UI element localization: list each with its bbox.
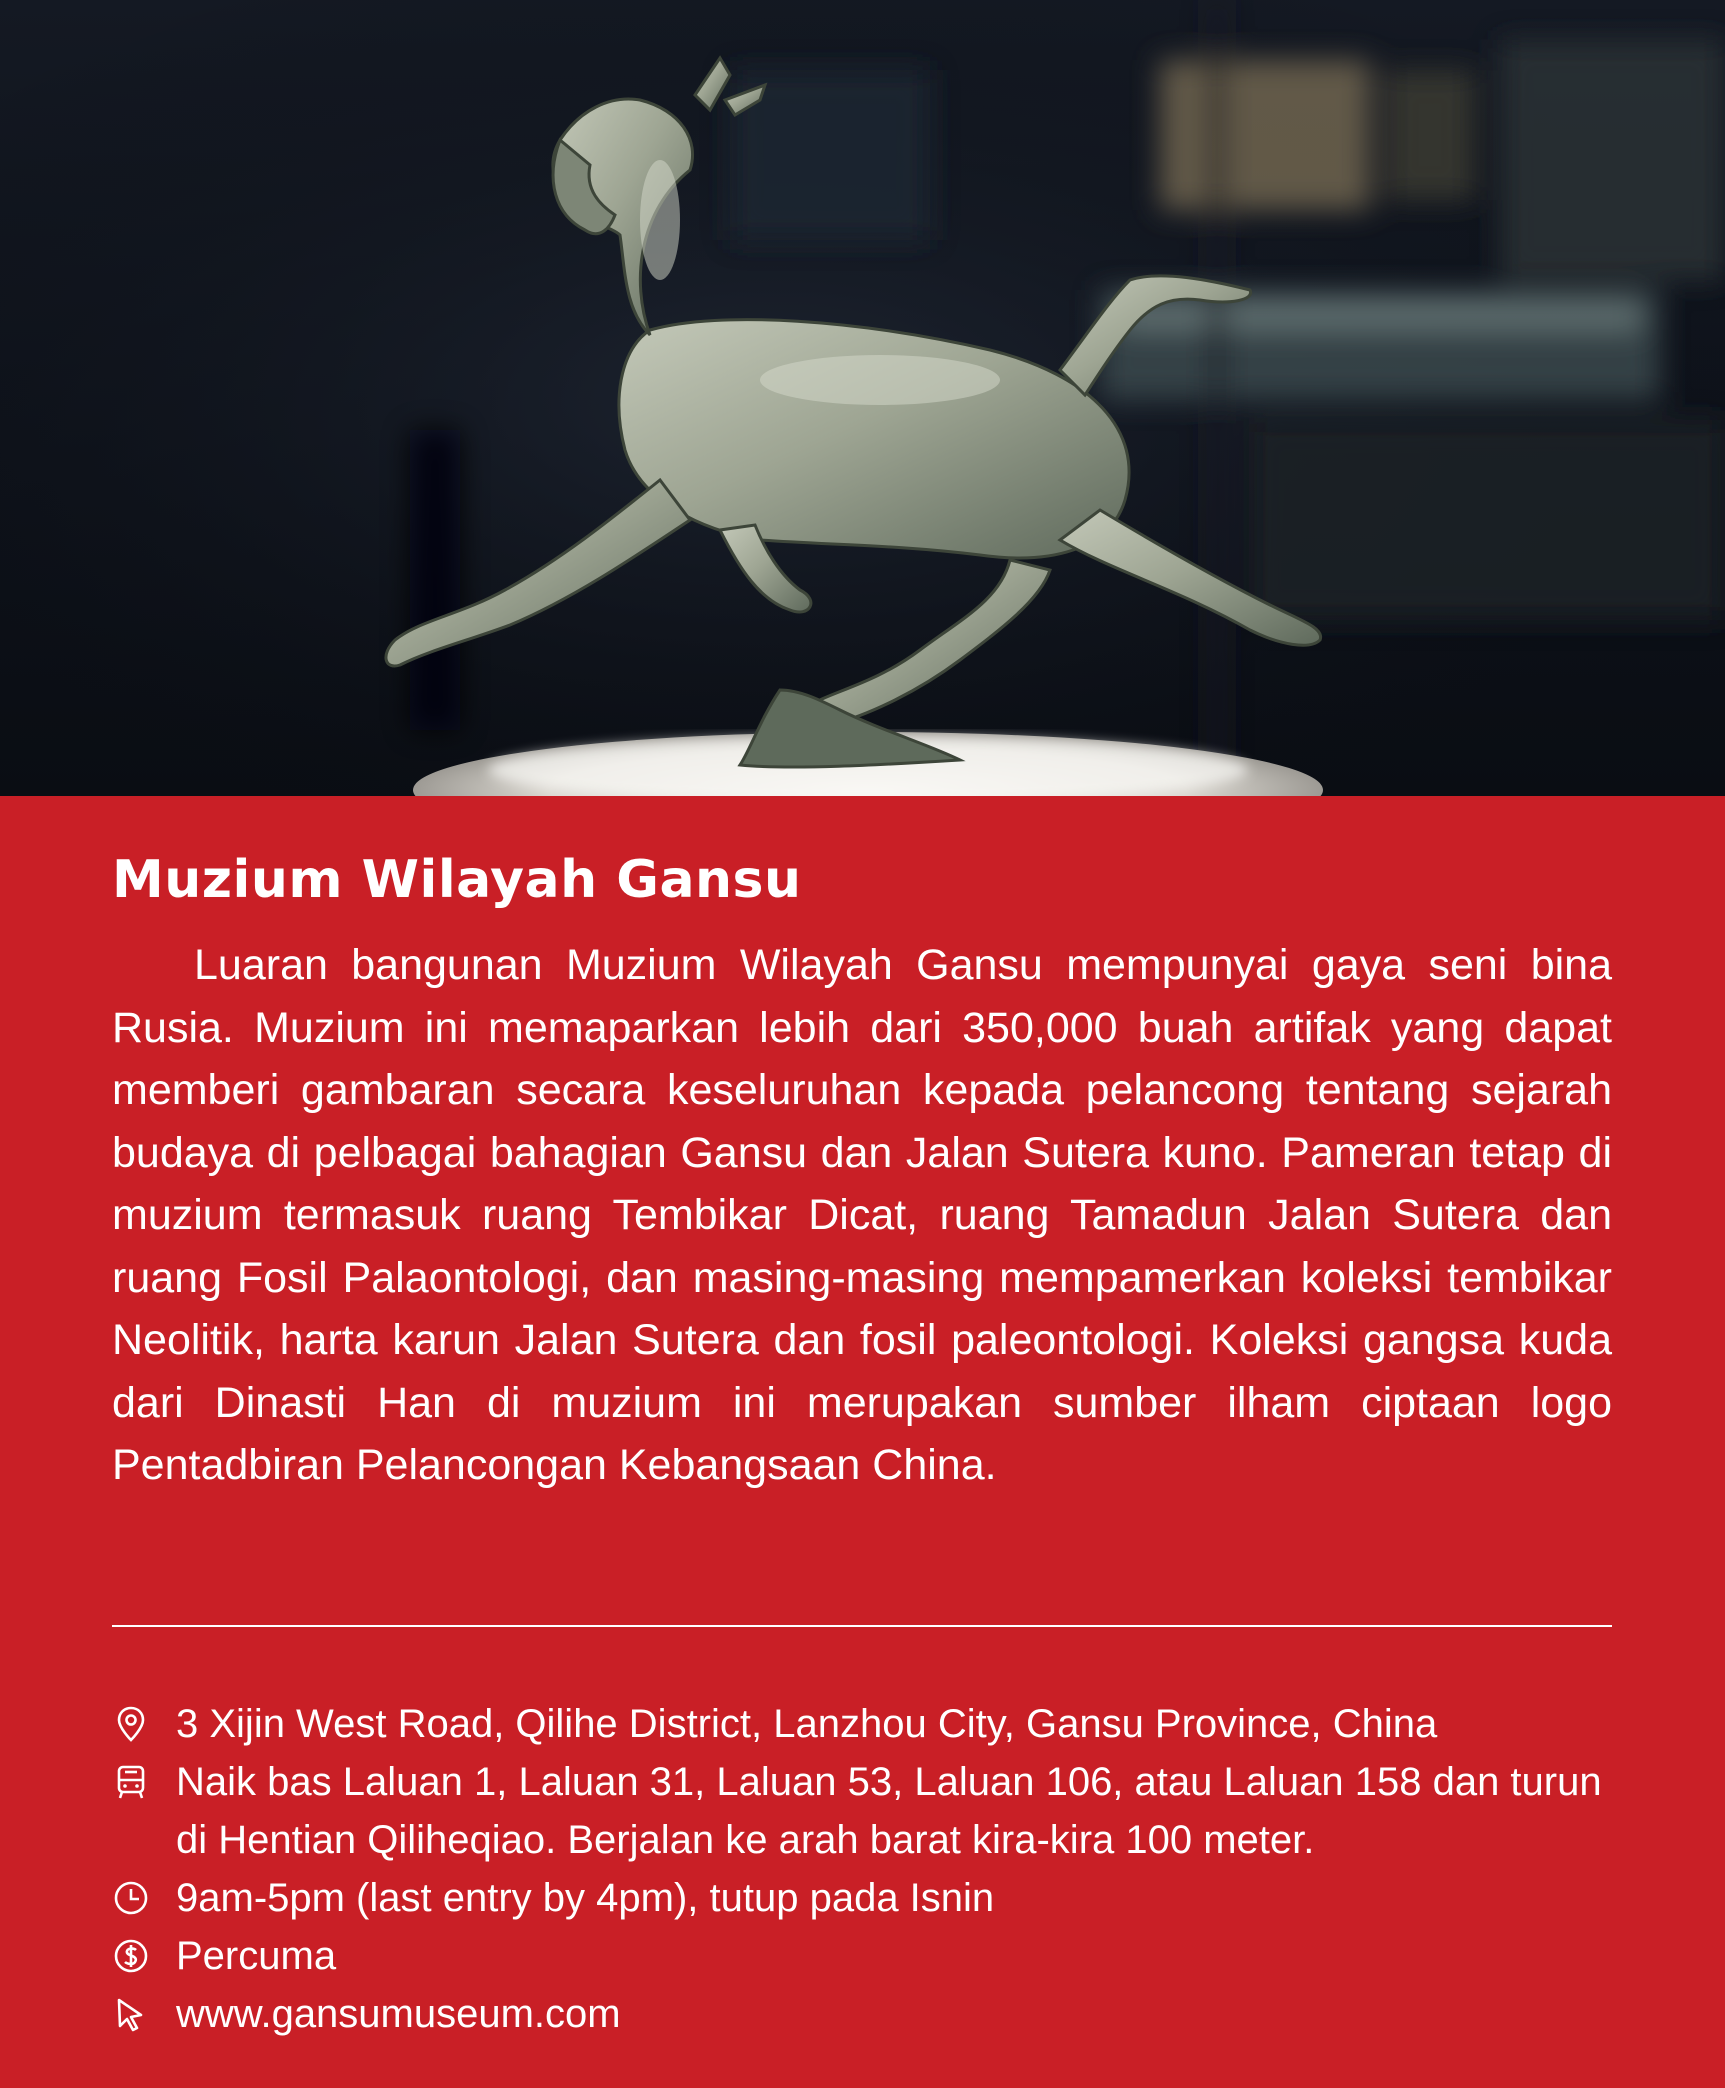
hours-row <box>112 1869 1632 1927</box>
hours-text: 9am-5pm (last entry by 4pm), tutup pada Isnin <box>176 1876 995 1920</box>
article-title: Muzium Wilayah Gansu <box>112 850 802 910</box>
museum-photo <box>0 0 1725 798</box>
website-row[interactable] <box>112 1985 1632 2043</box>
article-body: Luaran bangunan Muzium Wilayah Gansu mempunyai gaya seni bina Rusia. Muzium ini memaparkan lebih dari 350,000 buah artifak yang dapat memberi gambaran secara keseluruhan kepada pelancong tentang sejarah budaya di pelbagai bahagian Gansu dan Jalan Sutera kuno. Pameran tetap di muzium termasuk ruang Tembikar Dicat, ruang Tamadun Jalan Sutera dan ruang Fosil Palaontologi, dan masing-masing mempamerkan koleksi tembikar Neolitik, harta karun Jalan Sutera dan fosil paleontologi. Koleksi gangsa kuda dari Dinasti Han di muzium ini merupakan sumber ilham ciptaan logo Pentadbiran Pelancongan Kebangsaan China. <box>112 941 1612 1489</box>
website-link[interactable]: www.gansumuseum.com <box>176 1992 621 2036</box>
price-row <box>112 1927 1632 1985</box>
section-divider <box>112 1625 1612 1627</box>
clock-icon <box>112 1879 150 1917</box>
transport-row <box>112 1753 1632 1869</box>
info-panel <box>0 798 1725 2088</box>
price-text: Percuma <box>176 1934 337 1978</box>
bronze-horse-image <box>0 0 1725 798</box>
cursor-icon <box>112 1995 150 2033</box>
dollar-icon <box>112 1937 150 1975</box>
visitor-info-list <box>112 1695 1632 2043</box>
bus-icon <box>112 1763 150 1801</box>
transport-text: Naik bas Laluan 1, Laluan 31, Laluan 53, Laluan 106, atau Laluan 158 dan turun di Hentian Qiliheqiao. Berjalan ke arah barat kira-kira 100 meter. <box>176 1760 1602 1862</box>
location-pin-icon <box>112 1705 150 1743</box>
address-text: 3 Xijin West Road, Qilihe District, Lanzhou City, Gansu Province, China <box>176 1702 1438 1746</box>
address-row <box>112 1695 1632 1753</box>
